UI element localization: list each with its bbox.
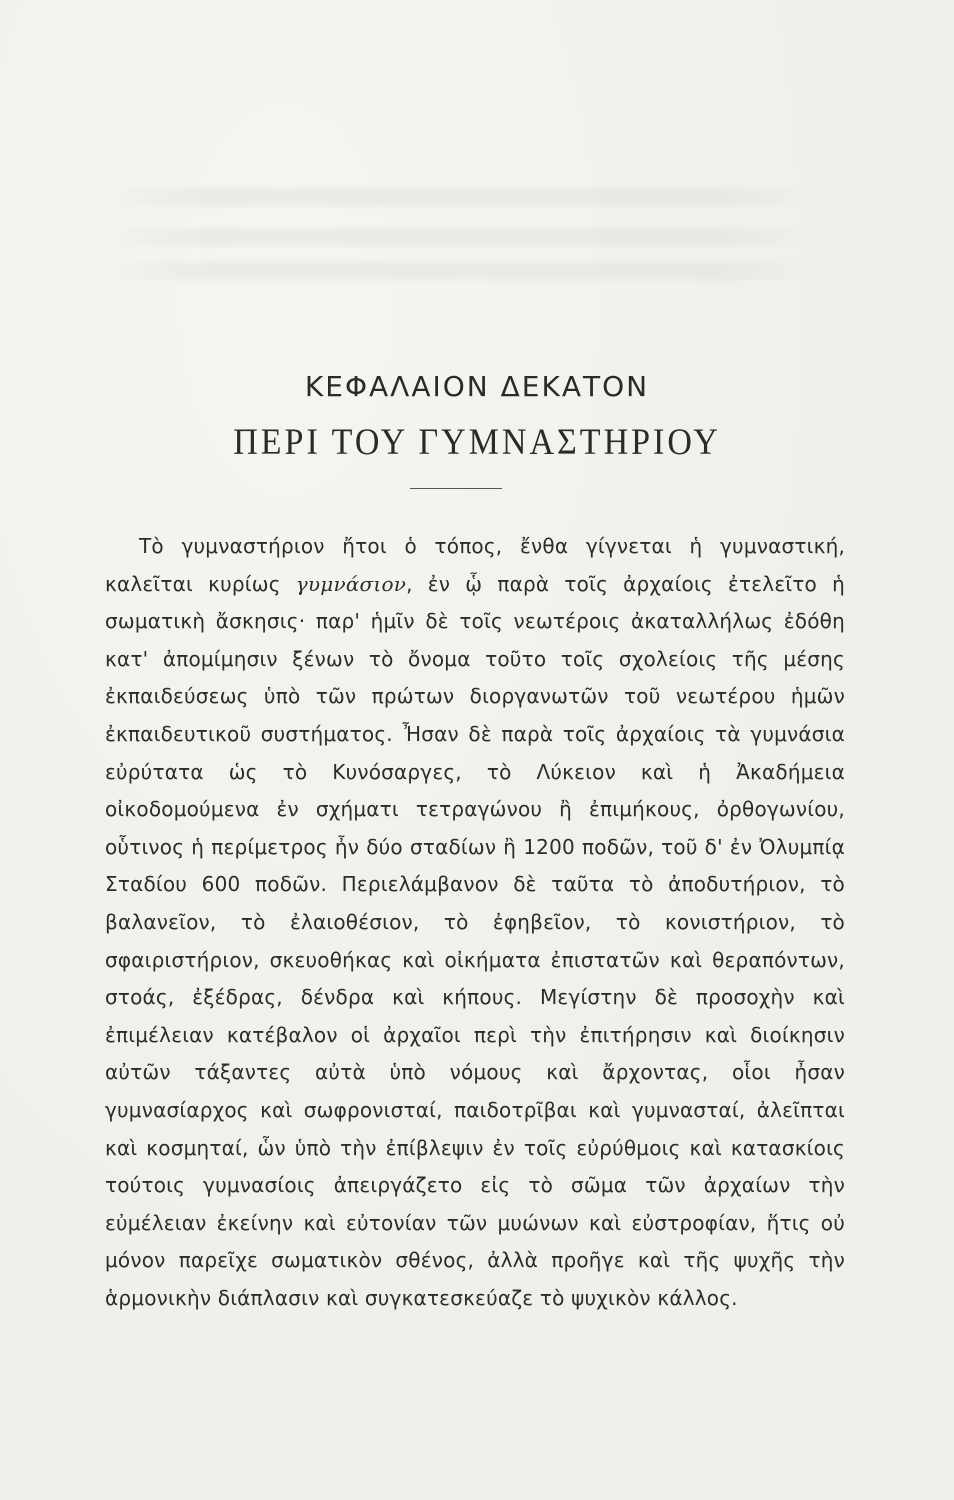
title-divider [410,488,502,489]
bleed-through-line [100,228,820,246]
body-text-end: , ἐν ᾧ παρὰ τοῖς ἀρχαίοις ἐτελεῖτο ἡ σωματικὴ ἄσκησις· παρ' ἡμῖν δὲ τοῖς νεωτέροις ἀκαταλλήλως ἐδόθη κατ' ἀπομίμησιν ξένων τὸ ὄνομα τοῦτο τοῖς σχολείοις τῆς μέσης ἐκπαιδεύσεως ὑπὸ τῶν πρώτων διοργανωτῶν τοῦ νεωτέρου ἡμῶν ἐκπαιδευτικοῦ συστήματος. Ἦσαν δὲ παρὰ τοῖς ἀρχαίοις τὰ γυμνάσια εὐρύτατα ὡς τὸ Κυνόσαργες, τὸ Λύκειον καὶ ἡ Ἀκαδήμεια οἰκοδομούμενα ἐν σχήματι τετραγώνου ἢ ἐπιμήκους, ὀρθογωνίου, οὗτινος ἡ περίμετρος ἦν δύο σταδίων ἢ 1200 ποδῶν, τοῦ δ' ἐν Ὀλυμπίᾳ Σταδίου 600 ποδῶν. Περιελάμβανον δὲ ταῦτα τὸ ἀποδυτήριον, τὸ βαλανεῖον, τὸ ἐλαιοθέσιον, τὸ ἐφηβεῖον, τὸ κονιστήριον, τὸ σφαιριστήριον, σκευοθήκας καὶ οἰκήματα ἐπιστατῶν καὶ θεραπόντων, στοάς, ἐξέδρας, δένδρα καὶ κήπους. Μεγίστην δὲ προσοχὴν καὶ ἐπιμέλειαν κατέβαλον οἱ ἀρχαῖοι περὶ τὴν ἐπιτήρησιν καὶ διοίκησιν αὐτῶν τάξαντες αὐτὰ ὑπὸ νόμους καὶ ἄρχοντας, οἷοι ἦσαν γυμνασίαρχος καὶ σωφρονισταί, παιδοτρῖβαι καὶ γυμνασταί, ἀλεῖπται καὶ κοσμηταί, ὧν ὑπὸ τὴν ἐπίβλεψιν ἐν τοῖς εὐρύθμοις καὶ κατασκίοις τούτοις γυμνασίοις ἀπειργάζετο εἰς τὸ σῶμα τῶν ἀρχαίων τὴν εὐμέλειαν ἐκείνην καὶ εὐτονίαν τῶν μυώνων καὶ εὐστροφίαν, ἥτις οὐ μόνον παρεῖχε σωματικὸν σθένος, ἀλλὰ προῆγε καὶ τῆς ψυχῆς τὴν ἁρμονικὴν διάπλασιν καὶ συγκατεσκεύαζε τὸ ψυχικὸν κάλλος. [105,571,845,1310]
chapter-heading: ΚΕΦΑΛΑΙΟΝ ΔΕΚΑΤΟΝ [304,370,650,403]
section-title: ΠΕΡΙ ΤΟΥ ΓΥΜΝΑΣΤΗΡΙΟΥ [233,422,721,463]
body-emphasis: γυμνάσιον [295,571,407,596]
body-text-start: Τὸ γυμναστήριον ἤτοι ὁ τόπος, ἔνθα γίγνεται ἡ γυμναστική, καλεῖται κυρίως [105,534,845,596]
body-paragraph [105,528,845,1317]
bleed-through-line [100,188,820,206]
bleed-through-line [100,262,820,280]
